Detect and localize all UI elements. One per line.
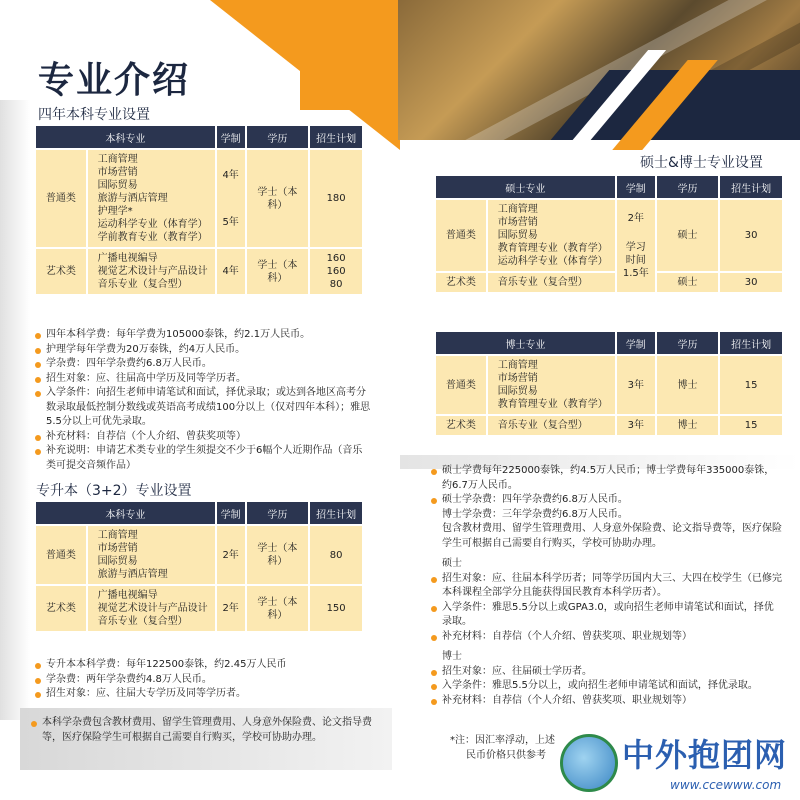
degree-value: 学士（本科）: [246, 525, 310, 585]
major-name: 音乐专业（复合型）: [497, 420, 588, 431]
col-header-quota: 招生计划: [309, 125, 363, 149]
degree-value: 学士（本科）: [246, 149, 310, 248]
col-header-degree: 学历: [246, 125, 310, 149]
note-item: 招生对象：应、往届高中学历及同等学历者。: [34, 372, 372, 387]
note-item: 硕士学费每年225000泰铢，约4.5万人民币；博士学费每年335000泰铢，约6.7万人民币。: [430, 464, 782, 493]
major-name: 市场营销: [97, 167, 138, 178]
category-label: 艺术类: [435, 272, 487, 293]
col-header-duration: 学制: [616, 331, 656, 355]
category-label: 普通类: [435, 355, 487, 415]
bachelor-table: [34, 124, 364, 296]
quota-value-cell: [309, 149, 363, 248]
duration-value: 学习: [625, 242, 646, 253]
degree-value: 博士: [656, 355, 720, 415]
degree-value: 硕士: [656, 272, 720, 293]
note-item: 硕士学杂费：四年学杂费约6.8万人民币。: [430, 493, 782, 508]
col-header-phd-major: 博士专业: [435, 331, 616, 355]
major-name: 旅游与酒店管理: [97, 193, 168, 204]
table-row: [35, 149, 363, 248]
duration-value: 5年: [222, 216, 239, 228]
major-name: 运动科学专业（体育学）: [497, 256, 608, 267]
watermark: [560, 728, 800, 800]
note-item: 包含教材费用、留学生管理费用、人身意外保险费、论文指导费等，医疗保险学生可根据自己需要自行购买，学校可协助办理。: [442, 523, 782, 549]
duration-value: 2年: [627, 213, 644, 224]
left-shadow-decoration: [0, 100, 30, 720]
table-row: [435, 415, 783, 436]
note-item: 学杂费：两年学杂费约4.8万人民币。: [34, 673, 372, 688]
duration-value: 4年: [222, 266, 239, 277]
major-name: 音乐专业（复合型）: [497, 277, 588, 288]
note-item: 学杂费：四年学杂费约6.8万人民币。: [34, 357, 372, 372]
major-name: 工商管理: [497, 360, 538, 371]
major-name-cell: [487, 272, 616, 293]
table-row: [435, 272, 783, 293]
col-header-quota: 招生计划: [719, 175, 783, 199]
note-item: 招生对象：应、往届大专学历及同等学历者。: [34, 687, 372, 702]
footer-note: [30, 716, 385, 745]
degree-value: 硕士: [656, 199, 720, 272]
major-name: 视觉艺术设计与产品设计: [97, 266, 208, 277]
note-item: 博士学杂费：三年学杂费约6.8万人民币。: [442, 508, 628, 520]
phd-table: [434, 330, 784, 437]
major-name-cell: [87, 149, 216, 248]
category-label: 普通类: [35, 149, 87, 248]
category-label: 艺术类: [35, 248, 87, 295]
col-header-master-major: 硕士专业: [435, 175, 616, 199]
quota-value: 160: [326, 253, 346, 264]
duration-value-cell: [616, 199, 656, 293]
major-name: 国际贸易: [497, 386, 538, 397]
footnote-line-2: 民币价格只供参考: [466, 749, 546, 761]
degree-value: 学士（本科）: [246, 248, 310, 295]
table-row: [435, 355, 783, 415]
quota-value: 30: [719, 199, 783, 272]
note-item: 招生对象：应、往届本科学历者；同等学历国内大三、大四在校学生（已修完本科课程全部学分且能获得国民教育本科学历者）。: [430, 572, 782, 601]
major-name: 学前教育专业（教育学）: [97, 232, 208, 243]
col-header-quota: 招生计划: [719, 331, 783, 355]
major-name: 工商管理: [97, 154, 138, 165]
note-item: 专升本本科学费：每年122500泰铢，约2.45万人民币: [34, 658, 372, 673]
master-notes-heading: 硕士: [442, 558, 462, 569]
quota-value: 160: [326, 266, 346, 277]
quota-value: 80: [329, 279, 343, 290]
upgrade-notes: [34, 658, 372, 702]
col-header-degree: 学历: [656, 331, 720, 355]
category-label: 艺术类: [35, 585, 87, 632]
major-name: 市场营销: [97, 543, 138, 554]
duration-value: 2年: [216, 525, 246, 585]
note-item: 入学条件：向招生老师申请笔试和面试，择优录取；或达到各地区高考分数录取最低控制分数线或英语高考成绩100分以上（仅对四年本科）；雅思5.5分以上可优先录取。: [34, 386, 372, 430]
quota-value: 150: [309, 585, 363, 632]
col-header-duration: 学制: [216, 501, 246, 525]
note-item: 四年本科学费：每年学费为105000泰铢，约2.1万人民币。: [34, 328, 372, 343]
major-name-cell: [87, 525, 216, 585]
major-name: 工商管理: [97, 530, 138, 541]
quota-value: 15: [719, 355, 783, 415]
postgrad-section-title: 硕士&博士专业设置: [640, 155, 763, 171]
duration-value: 3年: [616, 355, 656, 415]
major-name-cell: [87, 248, 216, 295]
quota-value: 80: [309, 525, 363, 585]
major-name: 国际贸易: [97, 180, 138, 191]
major-name: 音乐专业（复合型）: [97, 616, 188, 627]
duration-value: 1.5年: [622, 268, 649, 279]
category-label: 普通类: [435, 199, 487, 272]
page-title: 专业介绍: [38, 60, 191, 101]
watermark-text: 中外抱团网: [622, 736, 788, 774]
major-name: 广播电视编导: [97, 590, 158, 601]
bachelor-notes: [34, 328, 372, 473]
major-name: 运动科学专业（体育学）: [97, 219, 208, 230]
duration-value: 2年: [216, 585, 246, 632]
major-name-cell: [487, 199, 616, 272]
table-row: [35, 525, 363, 585]
major-name-cell: [87, 585, 216, 632]
col-header-degree: 学历: [656, 175, 720, 199]
major-name: 工商管理: [497, 204, 538, 215]
major-name: 护理学*: [97, 206, 133, 217]
duration-value: 时间: [625, 255, 646, 266]
quota-value: 15: [719, 415, 783, 436]
note-item: 入学条件：雅思5.5分以上或GPA3.0，或向招生老师申请笔试和面试，择优录取。: [430, 601, 782, 630]
watermark-url: www.ccewww.com: [670, 778, 782, 792]
degree-value: 学士（本科）: [246, 585, 310, 632]
duration-value-cell: [216, 149, 246, 248]
quota-value: 30: [719, 272, 783, 293]
major-name: 视觉艺术设计与产品设计: [97, 603, 208, 614]
major-name: 教育管理专业（教育学）: [497, 243, 608, 254]
note-item: 本科学杂费包含教材费用、留学生管理费用、人身意外保险费、论文指导费等，医疗保险学生可根据自己需要自行购买，学校可协助办理。: [30, 716, 385, 745]
note-item: 补充材料：自荐信（个人介绍、曾获奖项、职业规划等）: [430, 694, 782, 709]
major-name: 市场营销: [497, 217, 538, 228]
globe-logo-icon: [560, 734, 618, 792]
bachelor-section-title: 四年本科专业设置: [38, 104, 150, 125]
major-name-cell: [487, 415, 616, 436]
note-item: 护理学每年学费为20万泰铢，约4万人民币。: [34, 343, 372, 358]
master-table: [434, 174, 784, 294]
upgrade-table: [34, 500, 364, 633]
note-item: 入学条件：雅思5.5分以上，或向招生老师申请笔试和面试，择优录取。: [430, 679, 782, 694]
duration-value: 3年: [616, 415, 656, 436]
col-header-quota: 招生计划: [309, 501, 363, 525]
degree-value: 博士: [656, 415, 720, 436]
table-row: [435, 199, 783, 272]
quota-value: 180: [326, 193, 346, 204]
duration-value-cell: [216, 248, 246, 295]
major-name: 国际贸易: [97, 556, 138, 567]
major-name-cell: [487, 355, 616, 415]
footnote-line-1: *注：因汇率浮动，上述: [450, 735, 555, 746]
table-row: [35, 585, 363, 632]
phd-notes-heading: 博士: [442, 651, 462, 662]
major-name: 国际贸易: [497, 230, 538, 241]
major-name: 旅游与酒店管理: [97, 569, 168, 580]
table-row: [35, 248, 363, 295]
note-item: 招生对象：应、往届硕士学历者。: [430, 665, 782, 680]
duration-value: 4年: [222, 169, 239, 181]
major-name: 广播电视编导: [97, 253, 158, 264]
postgrad-notes: [430, 464, 782, 708]
col-header-duration: 学制: [216, 125, 246, 149]
note-item: 补充材料：自荐信（个人介绍、曾获奖项等）: [34, 430, 372, 445]
major-name: 市场营销: [497, 373, 538, 384]
upgrade-section-title: 专升本（3+2）专业设置: [36, 480, 192, 501]
major-name: 教育管理专业（教育学）: [497, 399, 608, 410]
col-header-major: 本科专业: [35, 501, 216, 525]
major-name: 音乐专业（复合型）: [97, 279, 188, 290]
category-label: 普通类: [35, 525, 87, 585]
col-header-degree: 学历: [246, 501, 310, 525]
category-label: 艺术类: [435, 415, 487, 436]
col-header-duration: 学制: [616, 175, 656, 199]
note-item: 补充说明：申请艺术类专业的学生须提交不少于6幅个人近期作品（音乐类可提交音频作品）: [34, 444, 372, 473]
quota-value-cell: [309, 248, 363, 295]
col-header-major: 本科专业: [35, 125, 216, 149]
note-item: 补充材料：自荐信（个人介绍、曾获奖项、职业规划等）: [430, 630, 782, 645]
